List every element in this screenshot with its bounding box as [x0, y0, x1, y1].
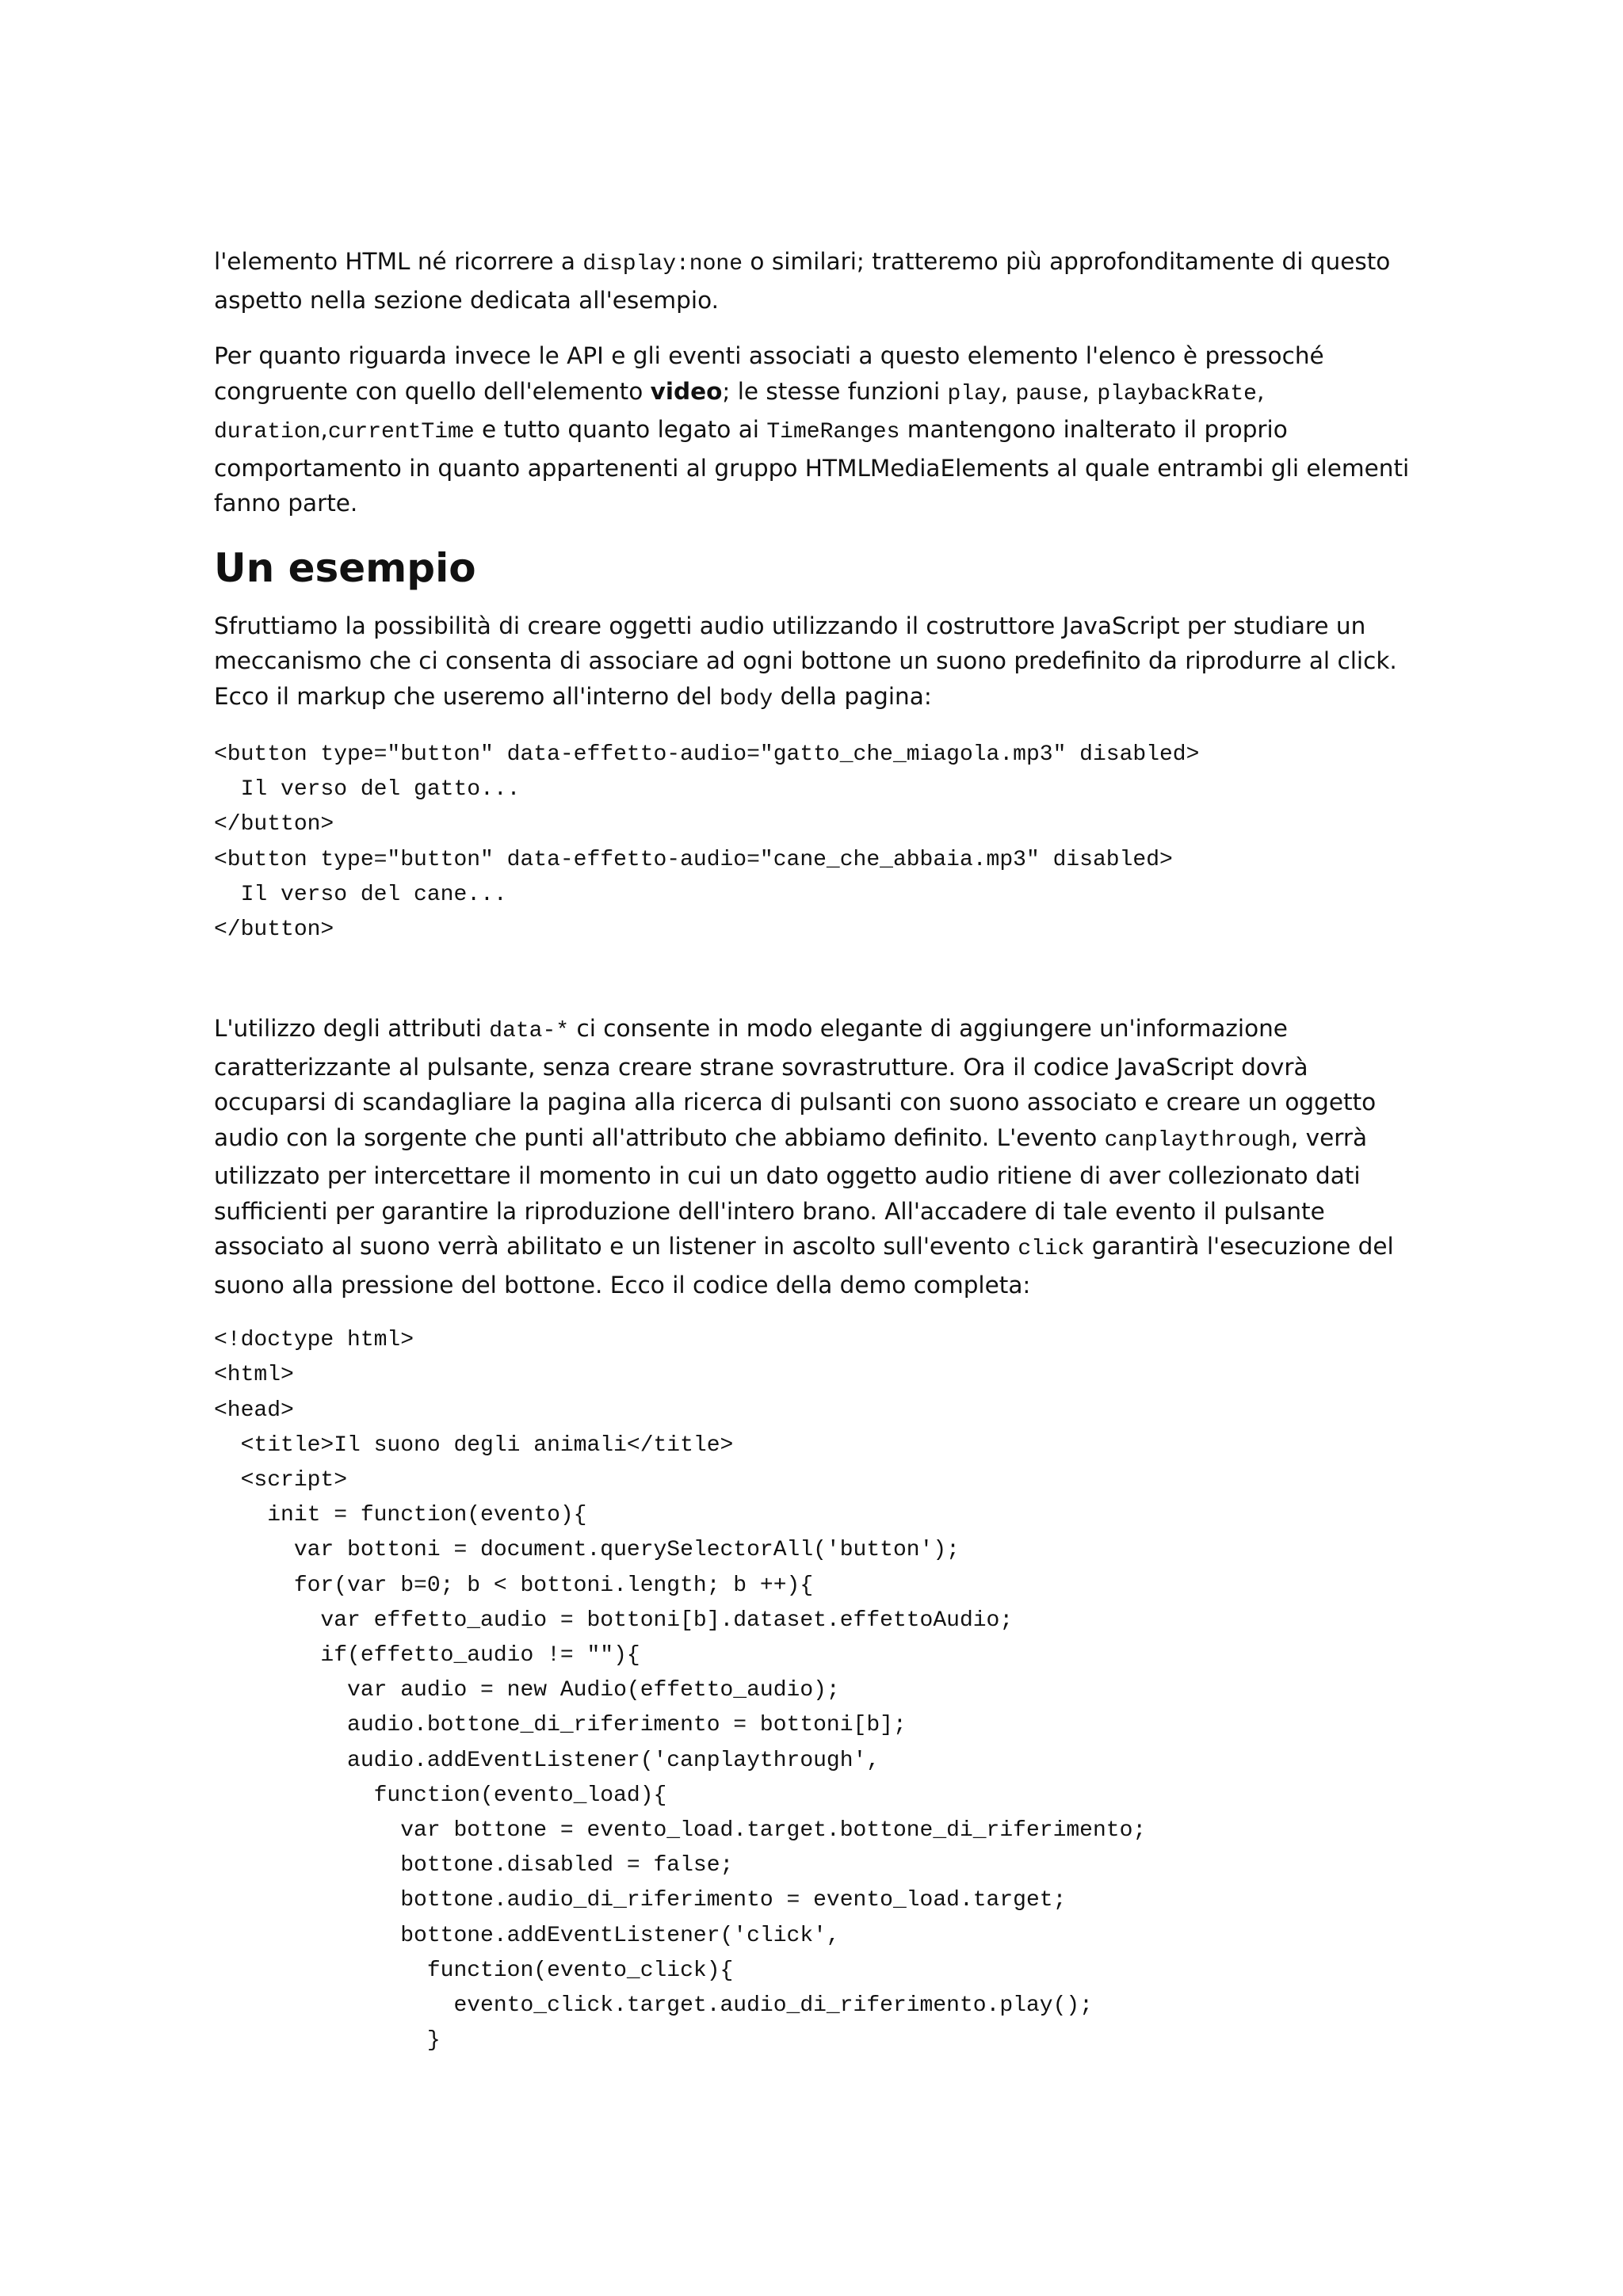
inline-code: currentTime [327, 420, 475, 444]
text: ci consente in modo elegante di aggiungere un'informazione caratterizzante al pulsante, senza creare strane sovrastrutture. Ora il codice JavaScript dovrà occuparsi di scandagliare la pagina alla ricerca di pulsanti con suono associato e creare un oggetto audio con la sorgente che punti all'attributo che abbiamo definito. L'evento [214, 1015, 1377, 1151]
text: , [320, 416, 328, 443]
paragraph-example [214, 608, 1419, 718]
text: , [1000, 377, 1016, 405]
paragraph-intro [214, 244, 1419, 318]
inline-code: click [1018, 1237, 1085, 1262]
text: , [1082, 377, 1098, 405]
inline-code: data-* [489, 1019, 570, 1044]
section-heading: Un esempio [214, 544, 476, 591]
paragraph-api [214, 338, 1419, 521]
text: , [1256, 377, 1265, 405]
code-block-demo: <!doctype html> <html> <head> <title>Il suono degli animali</title> <script> init = function(evento){ var bottoni = document.querySelectorAll('button'); for(var b=0; b < bottoni.length; b ++){ var effetto_audio = bottoni[b].dataset.effettoAudio; if(effetto_audio != ""){ var audio = new Audio(effetto_audio); audio.bottone_di_riferimento = bottoni[b]; audio.addEventListener('canplaythrough', function(evento_load){ var bottone = evento_load.target.bottone_di_riferimento; bottone.disabled = false; bottone.audio_di_riferimento = evento_load.target; bottone.addEventListener('click', function(evento_click){ evento_click.target.audio_di_riferimento.play(); } [214, 1328, 1147, 2054]
text: L'utilizzo degli attributi [214, 1015, 490, 1043]
text: della pagina: [773, 682, 932, 710]
text: garantirà l'esecuzione del suono alla pressione del bottone. Ecco il codice della demo completa: [214, 1233, 1394, 1299]
text: Sfruttiamo la possibilità di creare oggetti audio utilizzando il costruttore JavaScript per studiare un meccanismo che ci consenta di associare ad ogni bottone un suono predefinito da riprodurre al click. Ecco il markup che useremo all'interno del [214, 612, 1397, 710]
text: mantengono inalterato il proprio comportamento in quanto appartenenti al gruppo HTMLMediaElements al quale entrambi gli elementi fanno parte. [214, 416, 1410, 517]
text: , verrà utilizzato per intercettare il momento in cui un dato oggetto audio ritiene di aver collezionato dati sufficienti per garantire la riproduzione dell'intero brano. All'accadere di tale evento il pulsante associato al suono verrà abilitato e un listener in ascolto sull'evento [214, 1123, 1368, 1261]
inline-code: body [720, 686, 773, 711]
inline-code: pause [1015, 381, 1083, 406]
text: o similari; tratteremo più approfonditamente di questo aspetto nella sezione dedicata all'esempio. [214, 248, 1391, 314]
text: Per quanto riguarda invece le API e gli eventi associati a questo elemento l'elenco è pressoché congruente con quello dell'elemento [214, 342, 1324, 405]
text: l'elemento HTML né ricorrere a [214, 248, 583, 275]
inline-code: display:none [582, 252, 743, 277]
inline-code: TimeRanges [766, 420, 900, 444]
paragraph-explanation [214, 1011, 1419, 1302]
inline-code: canplaythrough [1104, 1127, 1291, 1153]
bold-text: video [650, 377, 723, 405]
text: e tutto quanto legato ai [474, 416, 767, 443]
code-block-markup: <button type="button" data-effetto-audio="gatto_che_miagola.mp3" disabled> Il verso del gatto... </button> <button type="button" data-effetto-audio="cane_che_abbaia.mp3" disabled> Il verso del cane... </button> [214, 742, 1200, 943]
text: ; le stesse funzioni [722, 377, 948, 405]
document-page [214, 244, 1419, 2058]
inline-code: play [947, 381, 1001, 406]
inline-code: duration [214, 420, 321, 444]
inline-code: playbackRate [1097, 381, 1257, 406]
